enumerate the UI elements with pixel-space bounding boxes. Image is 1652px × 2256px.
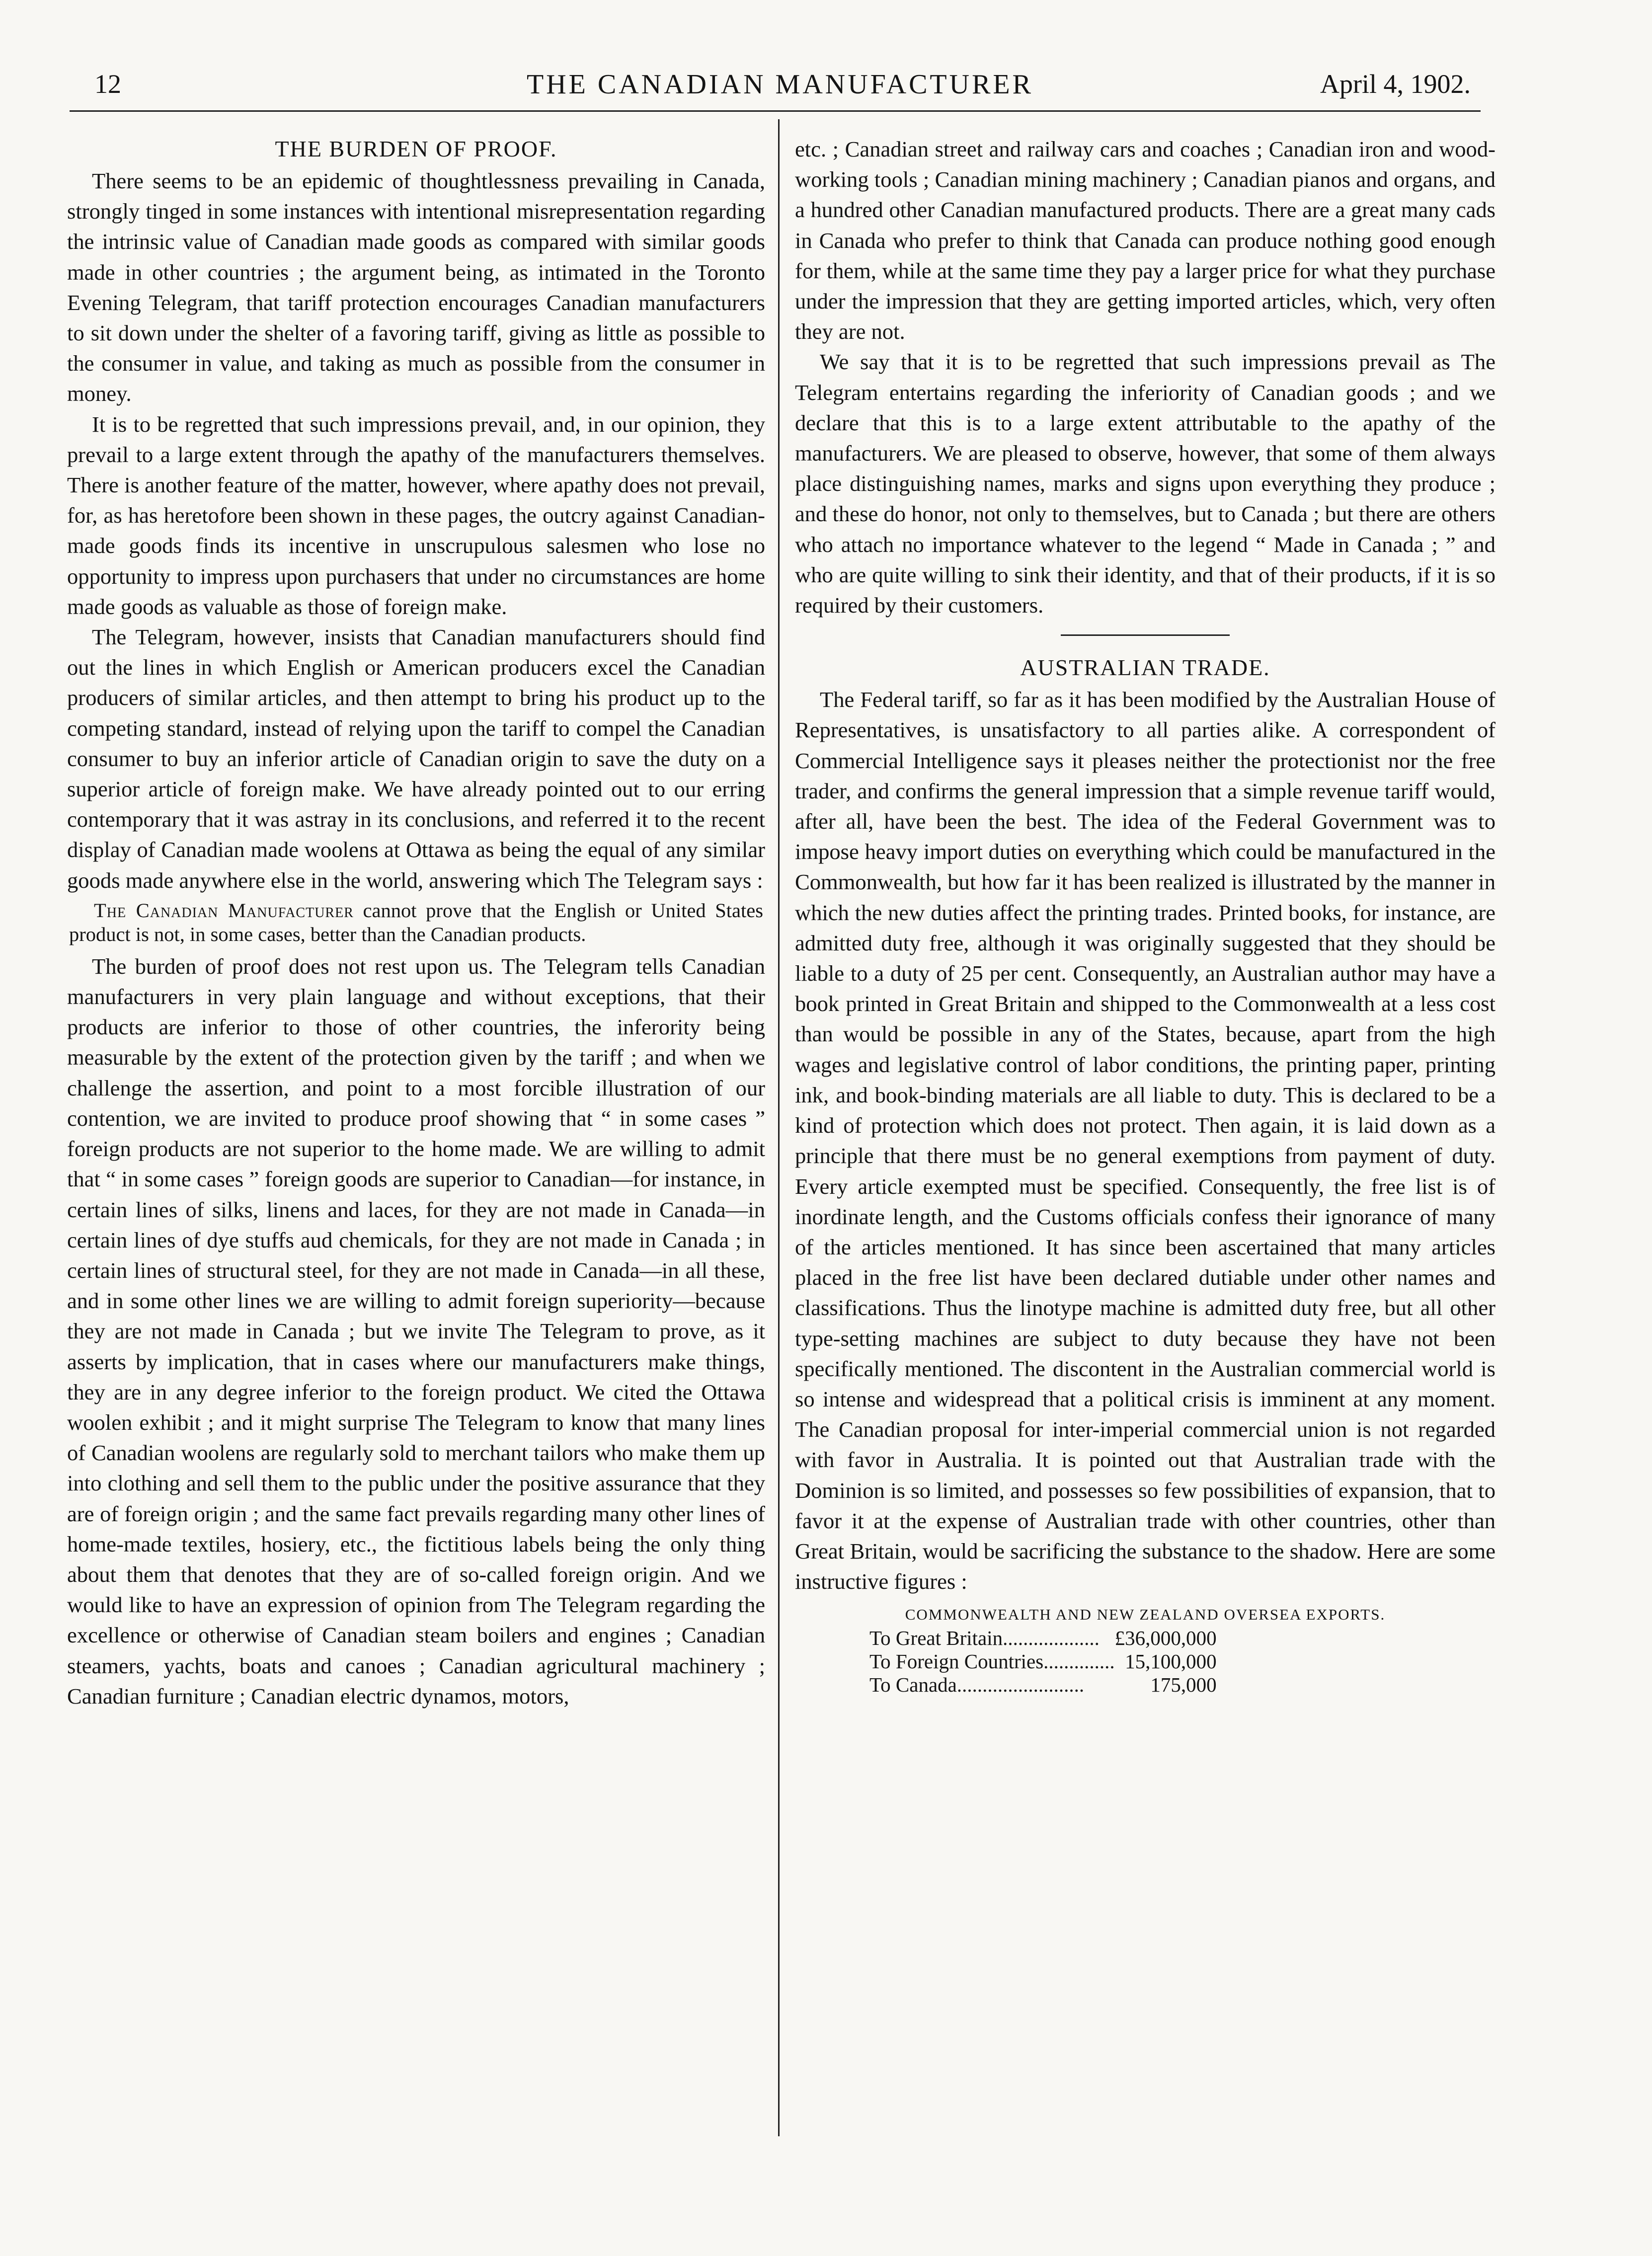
- table-row: [869, 1627, 1217, 1650]
- quote-publication-name: The Canadian Manufacturer: [94, 899, 354, 922]
- export-amount: 175,000: [1150, 1673, 1217, 1697]
- dot-leader: ..............: [1043, 1650, 1115, 1673]
- exports-table-title: COMMONWEALTH AND NEW ZEALAND OVERSEA EXPORTS.: [905, 1606, 1386, 1624]
- export-amount: 15,100,000: [1125, 1650, 1217, 1673]
- telegram-quote: [67, 899, 765, 946]
- export-destination: To Canada.........................: [869, 1673, 1085, 1697]
- header-rule: [70, 110, 1481, 112]
- article-title-burden-of-proof: THE BURDEN OF PROOF.: [275, 136, 557, 161]
- dot-leader: ...................: [1003, 1627, 1100, 1650]
- table-row: [869, 1673, 1217, 1697]
- page-header: [84, 65, 1476, 104]
- quote-text: cannot prove that the English or United States product is not, in some cases, better than the Canadian products.: [69, 899, 763, 945]
- article-title-australian-trade: AUSTRALIAN TRADE.: [1020, 655, 1270, 681]
- burden-paragraph-2: It is to be regretted that such impressions prevail, and, in our opinion, they prevail to a large extent through the apathy of the manufacturers themselves. There is another feature of the matter, however, where apathy does not prevail, for, as has heretofore been shown in these pages, the outcry against Canadian-made goods finds its incentive in unscrupulous salesmen who lose no opportunity to impress upon purchasers that under no circumstances are home made goods as valuable as those of foreign make.: [67, 411, 765, 619]
- table-row: [869, 1650, 1217, 1673]
- burden-paragraph-4: The burden of proof does not rest upon us. The Telegram tells Canadian manufacturers in very plain language and without exceptions, that their products are inferior to those of other countries, the inferority being measurable by the extent of the protection given by the tariff ; and when we challenge the assertion, and point to a most forcible illustration of our contention, we are invited to produce proof showing that “ in some cases ” foreign products are not superior to the home made. We are willing to admit that “ in some cases ” foreign goods are superior to Canadian—for instance, in certain lines of silks, linens and laces, for they are not made in Canada—in certain lines of dye stuffs aud chemicals, for they are not made in Canada ; in certain lines of structural steel, for they are not made in Canada—in all these, and in some other lines we are willing to admit foreign superiority—because they are not made in Canada ; but we invite The Telegram to prove, as it asserts by implication, that in cases where our manufacturers make things, they are in any degree inferior to the foreign product. We cited the Ottawa woolen exhibit ; and it might surprise The Telegram to know that many lines of Canadian woolens are regularly sold to merchant tailors who make them up into clothing and sell them to the public under the positive assurance that they are of foreign origin ; and the same fact prevails regarding many other lines of home-made textiles, hosiery, etc., the fictitious labels being the only thing about them that denotes that they are of so-called foreign origin. And we would like to have an expression of opinion from The Telegram regarding the excellence or otherwise of Canadian steam boilers and engines ; Canadian steamers, yachts, boats and canoes ; Canadian agricultural machinery ; Canadian furniture ; Canadian electric dynamos, motors,: [67, 953, 765, 1709]
- burden-paragraph-4-continued: etc. ; Canadian street and railway cars and coaches ; Canadian iron and wood-working tools ; Canadian mining machinery ; Canadian pianos and organs, and a hundred other Canadian manufactured products. There are a great many cads in Canada who prefer to think that Canada can produce nothing good enough for them, while at the same time they pay a larger price for what they purchase under the impression that they are getting imported articles, which, very often they are not.: [795, 137, 1495, 344]
- column-divider: [778, 119, 780, 2136]
- article-divider: [1061, 634, 1230, 636]
- dot-leader: .........................: [956, 1673, 1085, 1697]
- right-column: [795, 134, 1495, 1697]
- page-number: 12: [94, 69, 121, 99]
- export-destination: To Great Britain...................: [869, 1627, 1100, 1650]
- australian-paragraph-1: The Federal tariff, so far as it has been modified by the Australian House of Representatives, is unsatisfactory to all parties alike. A correspondent of Commercial Intelligence says it pleases neither the protectionist nor the free trader, and confirms the general impression that a simple revenue tariff would, after all, have been the best. The idea of the Federal Government was to impose heavy import duties on everything which could be manufactured in the Commonwealth, but how far it has been realized is illustrated by the manner in which the new duties affect the printing trades. Printed books, for instance, are admitted duty free, although it was originally suggested that they should be liable to a duty of 25 per cent. Consequently, an Australian author may have a book printed in Great Britain and shipped to the Commonwealth at a less cost than would be possible in any of the States, because, apart from the high wages and legislative control of labor conditions, the printing paper, printing ink, and book-binding materials are all liable to duty. This is declared to be a kind of protection which does not protect. Then again, it is laid down as a principle that there must be no general exemptions from payment of duty. Every article exempted must be specified. Consequently, the free list is of inordinate length, and the Customs officials confess their ignorance of many of the articles mentioned. It has since been ascertained that many articles placed in the free list have been declared dutiable under other names and classifications. Thus the linotype machine is admitted duty free, but all other type-setting machines are subject to duty because they have not been specifically mentioned. The discontent in the Australian commercial world is so intense and widespread that a political crisis is imminent at any moment. The Canadian proposal for inter-imperial commercial union is not regarded with favor in Australia. It is pointed out that Australian trade with the Dominion is so limited, and possesses so few possibilities of expansion, that to favor it at the expense of Australian trade with other countries, other than Great Britain, would be sacrificing the substance to the shadow. Here are some instructive figures :: [795, 687, 1495, 1594]
- export-amount: £36,000,000: [1114, 1627, 1217, 1650]
- burden-paragraph-5: We say that it is to be regretted that such impressions prevail as The Telegram entertains regarding the inferiority of Canadian goods ; and we declare that this is to a large extent attributable to the apathy of the manufacturers. We are pleased to observe, however, that some of them always place distinguishing names, marks and signs upon everything they produce ; and these do honor, not only to themselves, but to Canada ; but there are others who attach no importance whatever to the legend “ Made in Canada ; ” and who are quite willing to sink their identity, and that of their products, if it is so required by their customers.: [795, 349, 1495, 618]
- exports-table: [869, 1627, 1217, 1697]
- export-destination: To Foreign Countries..............: [869, 1650, 1115, 1673]
- left-column: [67, 134, 765, 1711]
- burden-paragraph-1: There seems to be an epidemic of thoughtlessness prevailing in Canada, strongly tinged in some instances with intentional misrepresentation regarding the intrinsic value of Canadian made goods as compared with similar goods made in other countries ; the argument being, as intimated in the Toronto Evening Telegram, that tariff protection encourages Canadian manufacturers to sit down under the shelter of a favoring tariff, giving as little as possible to the consumer in value, and taking as much as possible from the consumer in money.: [67, 168, 765, 406]
- masthead: THE CANADIAN MANUFACTURER: [527, 69, 1033, 100]
- burden-paragraph-3: The Telegram, however, insists that Canadian manufacturers should find out the lines in which English or American producers excel the Canadian producers of similar articles, and then attempt to bring his product up to the competing standard, instead of relying upon the tariff to compel the Canadian consumer to buy an inferior article of Canadian origin to save the duty on a superior article of foreign make. We have already pointed out to our erring contemporary that it was astray in its conclusions, and referred it to the recent display of Canadian made woolens at Ottawa as being the equal of any similar goods made anywhere else in the world, answering which The Telegram says :: [67, 624, 765, 893]
- issue-date: April 4, 1902.: [1320, 69, 1471, 99]
